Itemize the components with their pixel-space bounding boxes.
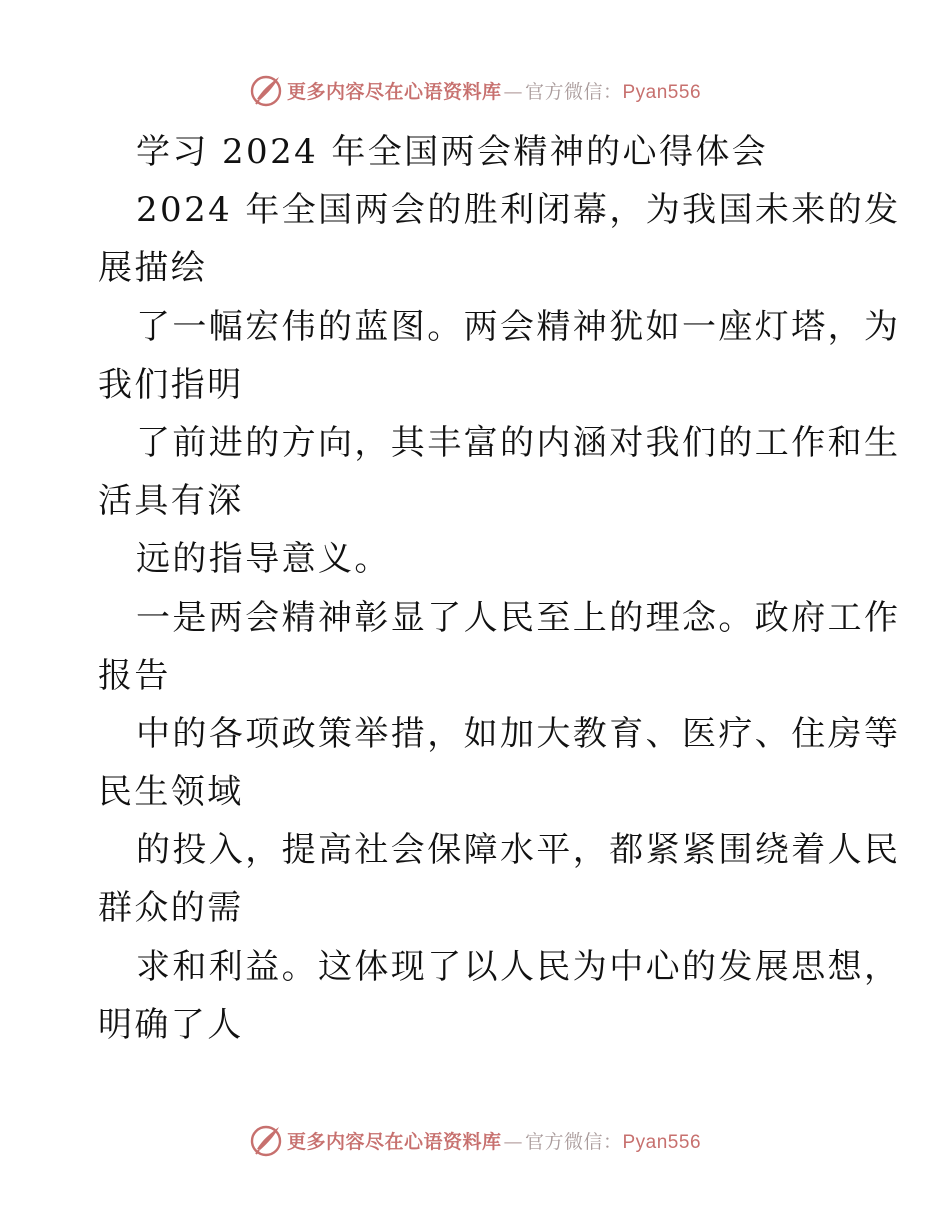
text-line: 我们指明	[98, 364, 244, 405]
wechat-label: 官方微信：	[524, 80, 623, 103]
text-line: 展描绘	[98, 248, 208, 289]
text-line: 求和利益。这体现了以人民为中心的发展思想，	[136, 946, 901, 987]
text-line: 一是两会精神彰显了人民至上的理念。政府工作	[136, 597, 901, 638]
text-line: 2024 年全国两会的胜利闭幕，为我国未来的发	[136, 190, 901, 231]
text-line: 活具有深	[98, 481, 244, 522]
text-line: 民生领域	[98, 772, 244, 813]
wechat-id: Pyan556	[622, 81, 702, 103]
quill-pen-logo-icon	[249, 1123, 283, 1157]
footer-banner-text	[287, 1127, 701, 1154]
wechat-id: Pyan556	[622, 1131, 702, 1153]
text-line: 的投入，提高社会保障水平，都紧紧围绕着人民	[136, 830, 901, 871]
banner-separator: —	[503, 1130, 523, 1153]
footer-banner-inner	[249, 1123, 701, 1157]
banner-separator: —	[503, 80, 523, 103]
site-name: 更多内容尽在心语资料库	[286, 1130, 502, 1153]
header-banner-text	[287, 77, 701, 104]
text-line: 报告	[98, 655, 171, 696]
header-banner	[0, 70, 950, 110]
quill-pen-logo-icon	[249, 73, 283, 107]
text-line: 了前进的方向，其丰富的内涵对我们的工作和生	[136, 422, 901, 463]
text-line: 明确了人	[98, 1004, 244, 1045]
document-body	[98, 123, 901, 1054]
text-line: 中的各项政策举措，如加大教育、医疗、住房等	[136, 713, 901, 754]
header-banner-inner	[249, 73, 701, 107]
text-line: 群众的需	[98, 888, 244, 929]
text-line: 学习 2024 年全国两会精神的心得体会	[136, 132, 769, 172]
text-line: 了一幅宏伟的蓝图。两会精神犹如一座灯塔，为	[136, 306, 901, 347]
text-line: 远的指导意义。	[136, 539, 391, 580]
footer-banner	[0, 1120, 950, 1160]
wechat-label: 官方微信：	[524, 1130, 623, 1153]
site-name: 更多内容尽在心语资料库	[286, 80, 502, 103]
